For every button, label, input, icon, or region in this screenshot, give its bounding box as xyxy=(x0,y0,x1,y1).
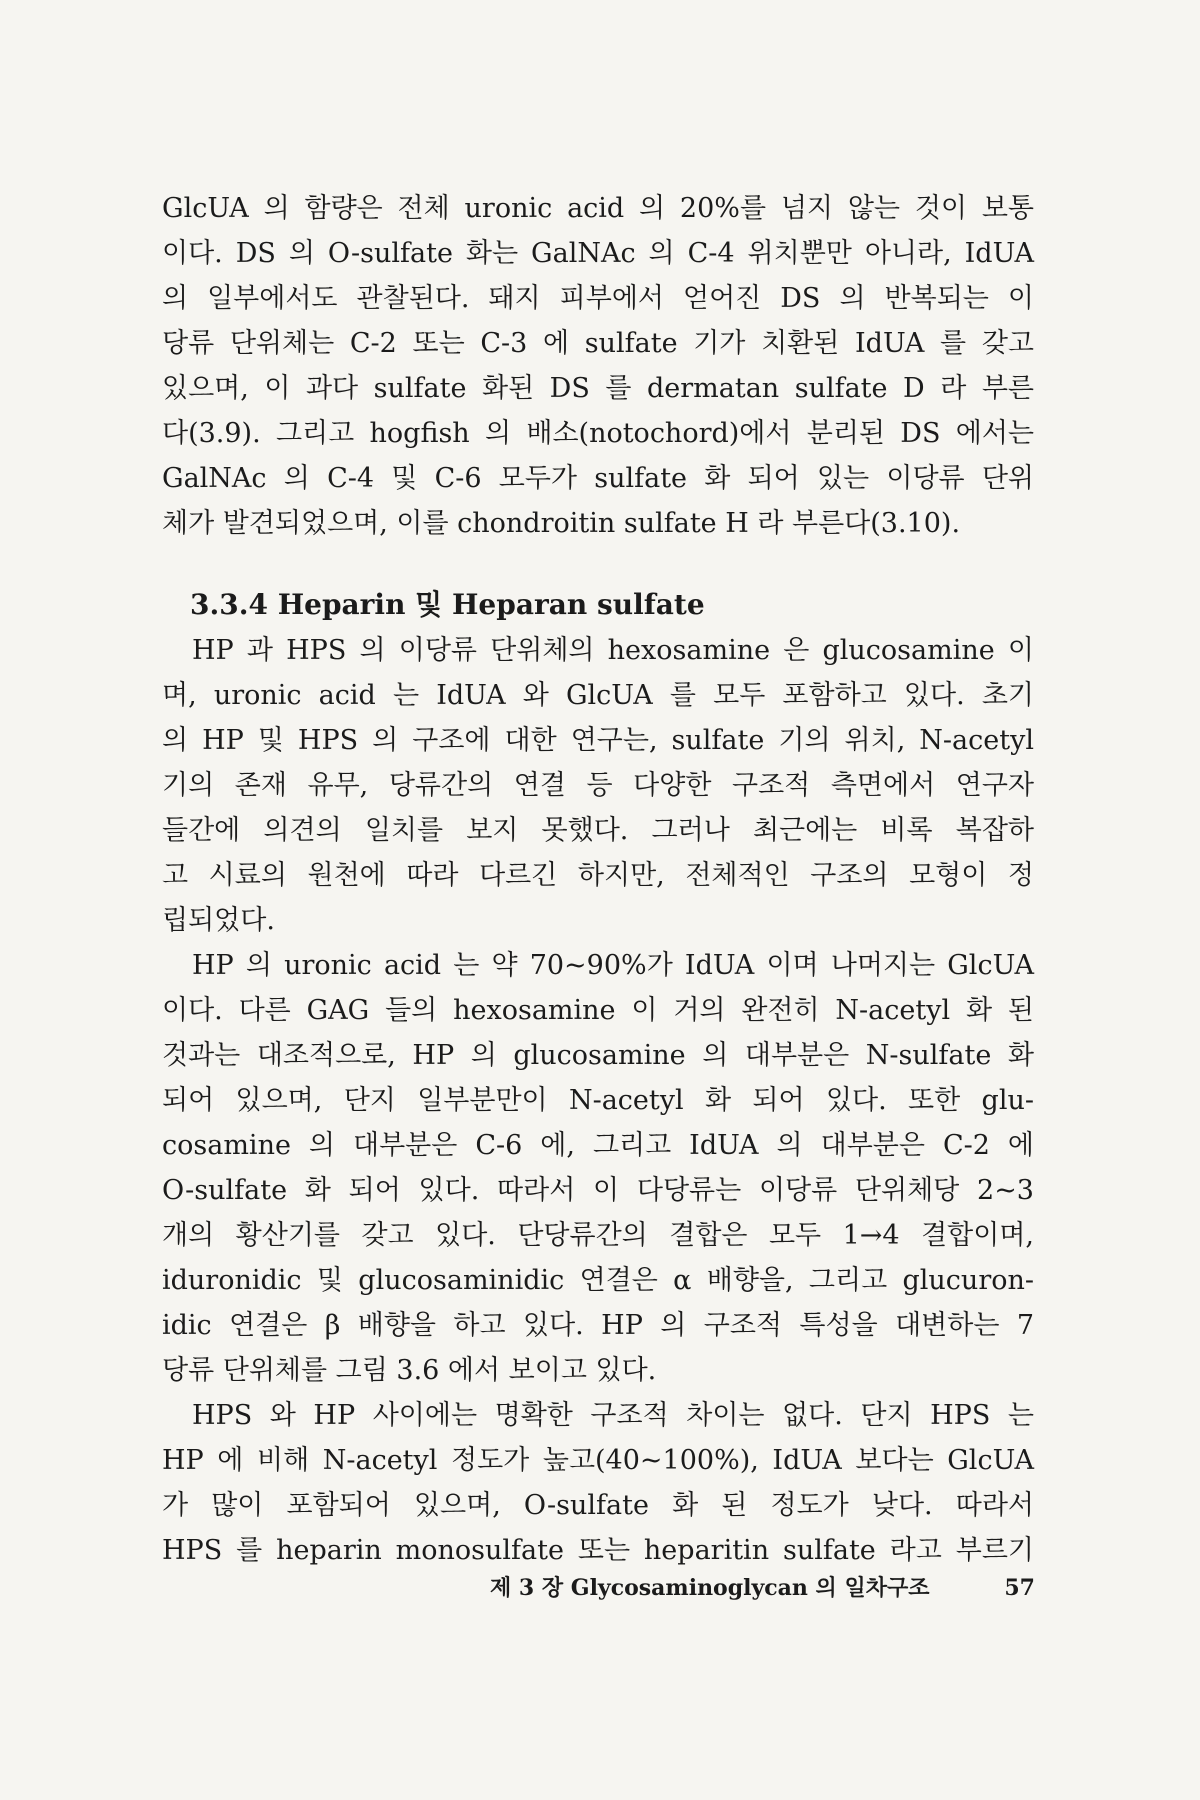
page-number: 57 xyxy=(1004,1575,1035,1601)
body-text-lower xyxy=(162,628,1034,1573)
text-line: GalNAc 의 C-4 및 C-6 모두가 sulfate 화 되어 있는 이당류 단위 xyxy=(162,463,1034,494)
text-line: iduronidic 및 glucosaminidic 연결은 α 배향을, 그리고 glucuron- xyxy=(162,1265,1034,1296)
text-line: 고 시료의 원천에 따라 다르긴 하지만, 전체적인 구조의 모형이 정 xyxy=(162,860,1034,891)
text-line: O-sulfate 화 되어 있다. 따라서 이 다당류는 이당류 단위체당 2~3 xyxy=(162,1175,1034,1206)
chapter-title: 제 3 장 Glycosaminoglycan 의 일차구조 xyxy=(490,1575,930,1601)
text-line: 당류 단위체는 C-2 또는 C-3 에 sulfate 기가 치환된 IdUA 를 갖고 xyxy=(162,328,1034,359)
text-line: GlcUA 의 함량은 전체 uronic acid 의 20%를 넘지 않는 것이 보통 xyxy=(162,193,1034,224)
text-line: 며, uronic acid 는 IdUA 와 GlcUA 를 모두 포함하고 있다. 초기 xyxy=(162,680,1034,711)
text-line: 되어 있으며, 단지 일부분만이 N-acetyl 화 되어 있다. 또한 glu- xyxy=(162,1085,1034,1116)
text-line: 가 많이 포함되어 있으며, O-sulfate 화 된 정도가 낮다. 따라서 xyxy=(162,1490,1034,1521)
text-line: 것과는 대조적으로, HP 의 glucosamine 의 대부분은 N-sulfate 화 xyxy=(162,1040,1034,1071)
text-line: HP 과 HPS 의 이당류 단위체의 hexosamine 은 glucosamine 이 xyxy=(192,635,1034,666)
page-footer xyxy=(490,1568,1035,1608)
text-line: 개의 황산기를 갖고 있다. 단당류간의 결합은 모두 1→4 결합이며, xyxy=(162,1220,1034,1251)
text-line: HPS 와 HP 사이에는 명확한 구조적 차이는 없다. 단지 HPS 는 xyxy=(192,1400,1034,1431)
text-line: HP 에 비해 N-acetyl 정도가 높고(40~100%), IdUA 보다는 GlcUA xyxy=(162,1445,1034,1476)
text-line: 들간에 의견의 일치를 보지 못했다. 그러나 최근에는 비록 복잡하 xyxy=(162,815,1034,846)
text-line: 당류 단위체를 그림 3.6 에서 보이고 있다. xyxy=(162,1355,657,1386)
text-line: idic 연결은 β 배향을 하고 있다. HP 의 구조적 특성을 대변하는 7 xyxy=(162,1310,1034,1341)
text-line: 이다. DS 의 O-sulfate 화는 GalNAc 의 C-4 위치뿐만 아니라, IdUA xyxy=(162,238,1034,269)
text-line: 립되었다. xyxy=(162,905,275,936)
text-line: 다(3.9). 그리고 hogfish 의 배소(notochord)에서 분리된 DS 에서는 xyxy=(162,418,1034,449)
text-line: HP 의 uronic acid 는 약 70~90%가 IdUA 이며 나머지는 GlcUA xyxy=(192,950,1034,981)
text-line: 기의 존재 유무, 당류간의 연결 등 다양한 구조적 측면에서 연구자 xyxy=(162,770,1034,801)
text-line: 체가 발견되었으며, 이를 chondroitin sulfate H 라 부른다(3.10). xyxy=(162,508,961,539)
text-line: 의 HP 및 HPS 의 구조에 대한 연구는, sulfate 기의 위치, N-acetyl xyxy=(162,725,1034,756)
body-text-upper xyxy=(162,186,1034,546)
section-heading: 3.3.4 Heparin 및 Heparan sulfate xyxy=(190,588,705,621)
text-line: 의 일부에서도 관찰된다. 돼지 피부에서 얻어진 DS 의 반복되는 이 xyxy=(162,283,1034,314)
text-line: HPS 를 heparin monosulfate 또는 heparitin sulfate 라고 부르기 xyxy=(162,1535,1034,1566)
text-line: 이다. 다른 GAG 들의 hexosamine 이 거의 완전히 N-acetyl 화 된 xyxy=(162,995,1034,1026)
text-line: cosamine 의 대부분은 C-6 에, 그리고 IdUA 의 대부분은 C-2 에 xyxy=(162,1130,1034,1161)
text-line: 있으며, 이 과다 sulfate 화된 DS 를 dermatan sulfate D 라 부른 xyxy=(162,373,1034,404)
